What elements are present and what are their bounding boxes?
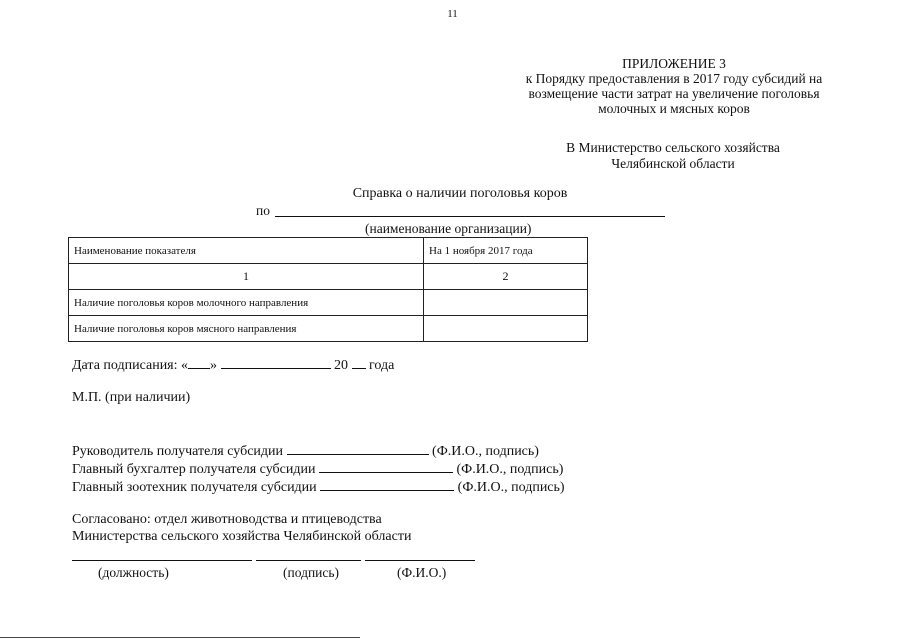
- signatory-role: Руководитель получателя субсидии: [72, 444, 284, 459]
- year-field[interactable]: [352, 356, 366, 369]
- signatory-caption: (Ф.И.О., подпись): [432, 444, 539, 459]
- full-name-field[interactable]: [365, 560, 475, 561]
- organization-name-field[interactable]: [275, 216, 665, 217]
- signatory-role: Главный бухгалтер получателя субсидии: [72, 462, 316, 477]
- document-title: Справка о наличии поголовья коров: [352, 186, 568, 201]
- signing-date-row: [72, 356, 394, 374]
- addressee-line: Челябинской области: [611, 155, 735, 171]
- indicators-table: [68, 237, 588, 342]
- approval-caption: (должность): [98, 565, 169, 580]
- bottom-divider: [0, 637, 360, 638]
- appendix-title: ПРИЛОЖЕНИЕ 3: [622, 56, 726, 71]
- row-label: Наличие поголовья коров молочного направления: [69, 290, 424, 316]
- close-quote: »: [210, 358, 218, 373]
- signature-field[interactable]: [256, 560, 361, 561]
- appendix-line: молочных и мясных коров: [598, 101, 750, 116]
- signatory-role: Главный зоотехник получателя субсидии: [72, 480, 317, 495]
- table-header-row: [69, 238, 588, 264]
- year-prefix: 20: [334, 358, 349, 373]
- signatory-row: [72, 478, 565, 496]
- approval-line: Министерства сельского хозяйства Челябинской области: [72, 529, 412, 544]
- addressee-line: В Министерство сельского хозяйства: [566, 140, 780, 155]
- addressee-block: [540, 140, 806, 171]
- signatory-row: [72, 460, 563, 478]
- signature-field[interactable]: [287, 442, 429, 455]
- position-field[interactable]: [72, 560, 252, 561]
- po-label: по: [256, 203, 270, 218]
- signing-date-label: Дата подписания: «: [72, 358, 189, 373]
- signature-field[interactable]: [320, 478, 454, 491]
- approval-caption: (подпись): [283, 565, 340, 580]
- appendix-block: [496, 56, 852, 116]
- signatory-row: [72, 442, 539, 460]
- signatory-caption: (Ф.И.О., подпись): [457, 480, 565, 495]
- day-field[interactable]: [188, 356, 210, 369]
- seal-note: М.П. (при наличии): [72, 390, 191, 405]
- table-header: Наименование показателя: [69, 238, 424, 264]
- appendix-line: возмещение части затрат на увеличение поголовья: [528, 86, 820, 101]
- row-label: Наличие поголовья коров мясного направления: [69, 316, 424, 342]
- column-number: 1: [69, 264, 424, 290]
- year-suffix: года: [369, 358, 395, 373]
- signatory-caption: (Ф.И.О., подпись): [456, 462, 564, 477]
- approval-caption: (Ф.И.О.): [397, 565, 447, 580]
- row-value-cell[interactable]: [424, 290, 588, 316]
- appendix-line: к Порядку предоставления в 2017 году субсидий на: [525, 71, 823, 86]
- table-header: На 1 ноября 2017 года: [424, 238, 588, 264]
- table-number-row: [69, 264, 588, 290]
- signature-field[interactable]: [319, 460, 453, 473]
- column-number: 2: [424, 264, 588, 290]
- table-row: [69, 290, 588, 316]
- table-row: [69, 316, 588, 342]
- approval-line: Согласовано: отдел животноводства и птицеводства: [72, 512, 382, 527]
- page-number: 11: [447, 8, 458, 20]
- month-field[interactable]: [221, 356, 331, 369]
- organization-caption: (наименование организации): [365, 221, 532, 236]
- row-value-cell[interactable]: [424, 316, 588, 342]
